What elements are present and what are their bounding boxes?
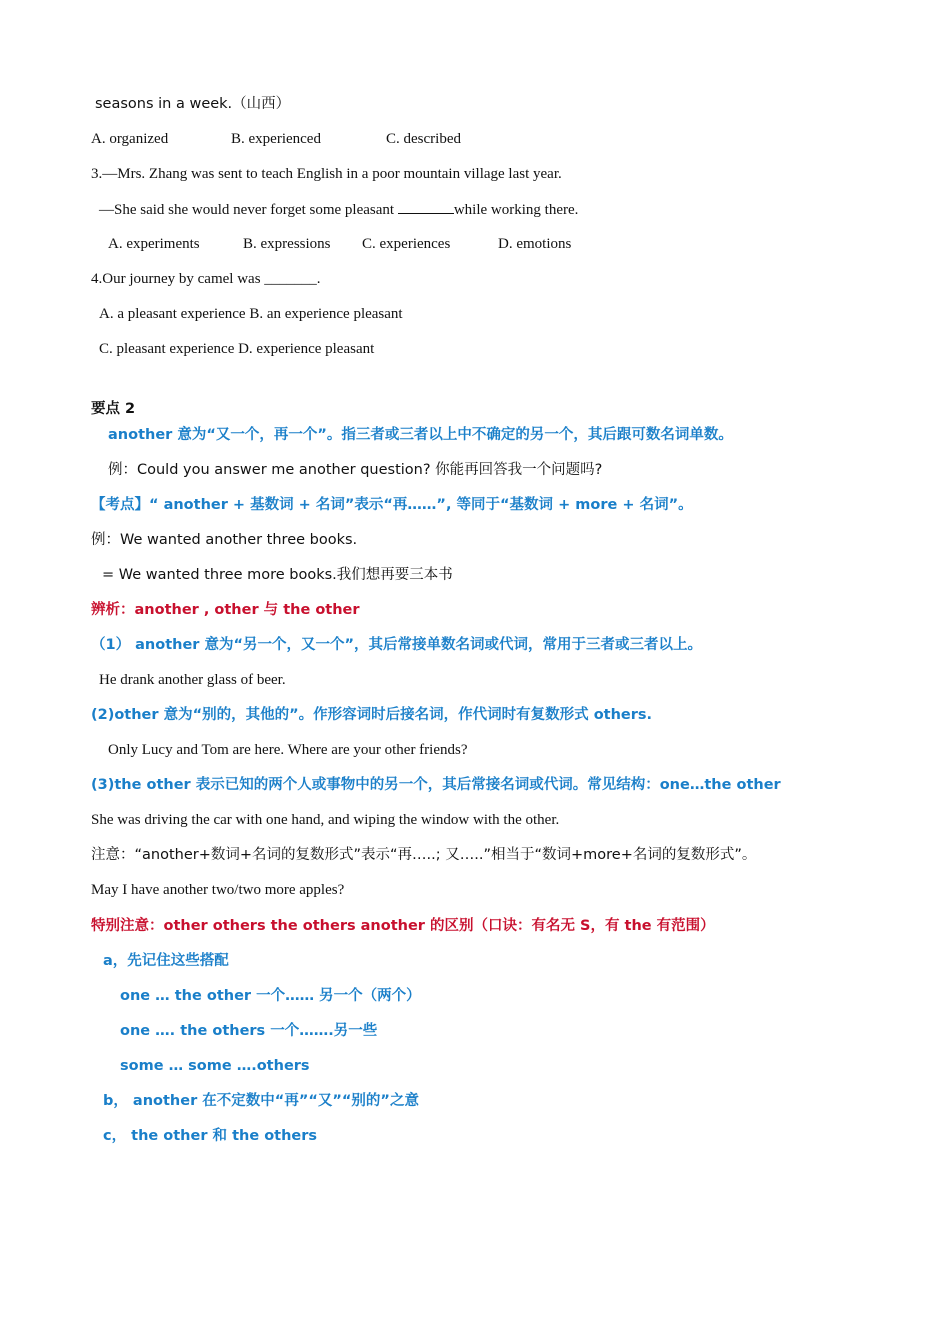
kaodian: 【考点】“ another + 基数词 + 名词”表示“再……”, 等同于“基数词 + more + 名词”。 xyxy=(91,497,693,513)
q2-option-a: A. organized xyxy=(91,131,169,147)
q3-option-a: A. experiments xyxy=(108,236,200,252)
q4-options-row1: A. a pleasant experience B. an experience pleasant xyxy=(99,306,403,322)
bianxi-heading: 辨析：another , other 与 the other xyxy=(91,602,360,618)
item-3: (3)the other 表示已知的两个人或事物中的另一个，其后常接名词或代词。常见结构：one…the other xyxy=(91,777,781,793)
special-note: 特别注意：other others the others another 的区别（口诀：有名无 S，有 the 有范围） xyxy=(91,918,715,934)
item-2-example: Only Lucy and Tom are here. Where are your other friends? xyxy=(108,742,468,758)
q3-option-b: B. expressions xyxy=(243,236,331,252)
q2-tail: seasons in a week.（山西） xyxy=(95,96,291,112)
another-definition: another 意为“又一个，再一个”。指三者或三者以上中不确定的另一个，其后跟可数名词单数。 xyxy=(108,427,733,443)
example-2a: 例：We wanted another three books. xyxy=(91,532,358,548)
q4-question: 4.Our journey by camel was _______. xyxy=(91,271,321,287)
q3-option-c: C. experiences xyxy=(362,236,451,252)
b-line: b， another 在不定数中“再”“又”“别的”之意 xyxy=(103,1093,419,1109)
q3-line2-after: while working there. xyxy=(453,202,579,218)
note-example: May I have another two/two more apples? xyxy=(91,882,345,898)
item-2: (2)other 意为“别的，其他的”。作形容词时后接名词，作代词时有复数形式 others. xyxy=(91,707,653,723)
a-line-1: one … the other 一个…… 另一个（两个） xyxy=(120,988,421,1004)
a-line-3: some … some ….others xyxy=(120,1058,310,1074)
q4-options-row2: C. pleasant experience D. experience pleasant xyxy=(99,341,375,357)
c-line: c， the other 和 the others xyxy=(103,1128,318,1144)
example-1: 例：Could you answer me another question? 你能再回答我一个问题吗? xyxy=(108,462,603,478)
answer-blank xyxy=(398,199,454,214)
q3-line2-before: —She said she would never forget some pleasant xyxy=(99,202,398,218)
example-2b: = We wanted three more books.我们想再要三本书 xyxy=(102,567,453,583)
q2-option-b: B. experienced xyxy=(231,131,321,147)
q3-option-d: D. emotions xyxy=(498,236,572,252)
note: 注意：“another+数词+名词的复数形式”表示“再…..; 又…..”相当于“数词+more+名词的复数形式”。 xyxy=(91,847,757,863)
item-1: （1） another 意为“另一个，又一个”，其后常接单数名词或代词，常用于三者或三者以上。 xyxy=(91,637,703,653)
q2-option-c: C. described xyxy=(386,131,461,147)
item-1-example: He drank another glass of beer. xyxy=(99,672,286,688)
item-3-example: She was driving the car with one hand, and wiping the window with the other. xyxy=(91,812,560,828)
point2-title: 要点 2 xyxy=(91,401,136,417)
q3-question: 3.—Mrs. Zhang was sent to teach English in a poor mountain village last year. xyxy=(91,166,562,182)
q3-line2 xyxy=(99,199,578,220)
a-line-2: one …. the others 一个…….另一些 xyxy=(120,1023,378,1039)
a-title: a，先记住这些搭配 xyxy=(103,953,229,969)
